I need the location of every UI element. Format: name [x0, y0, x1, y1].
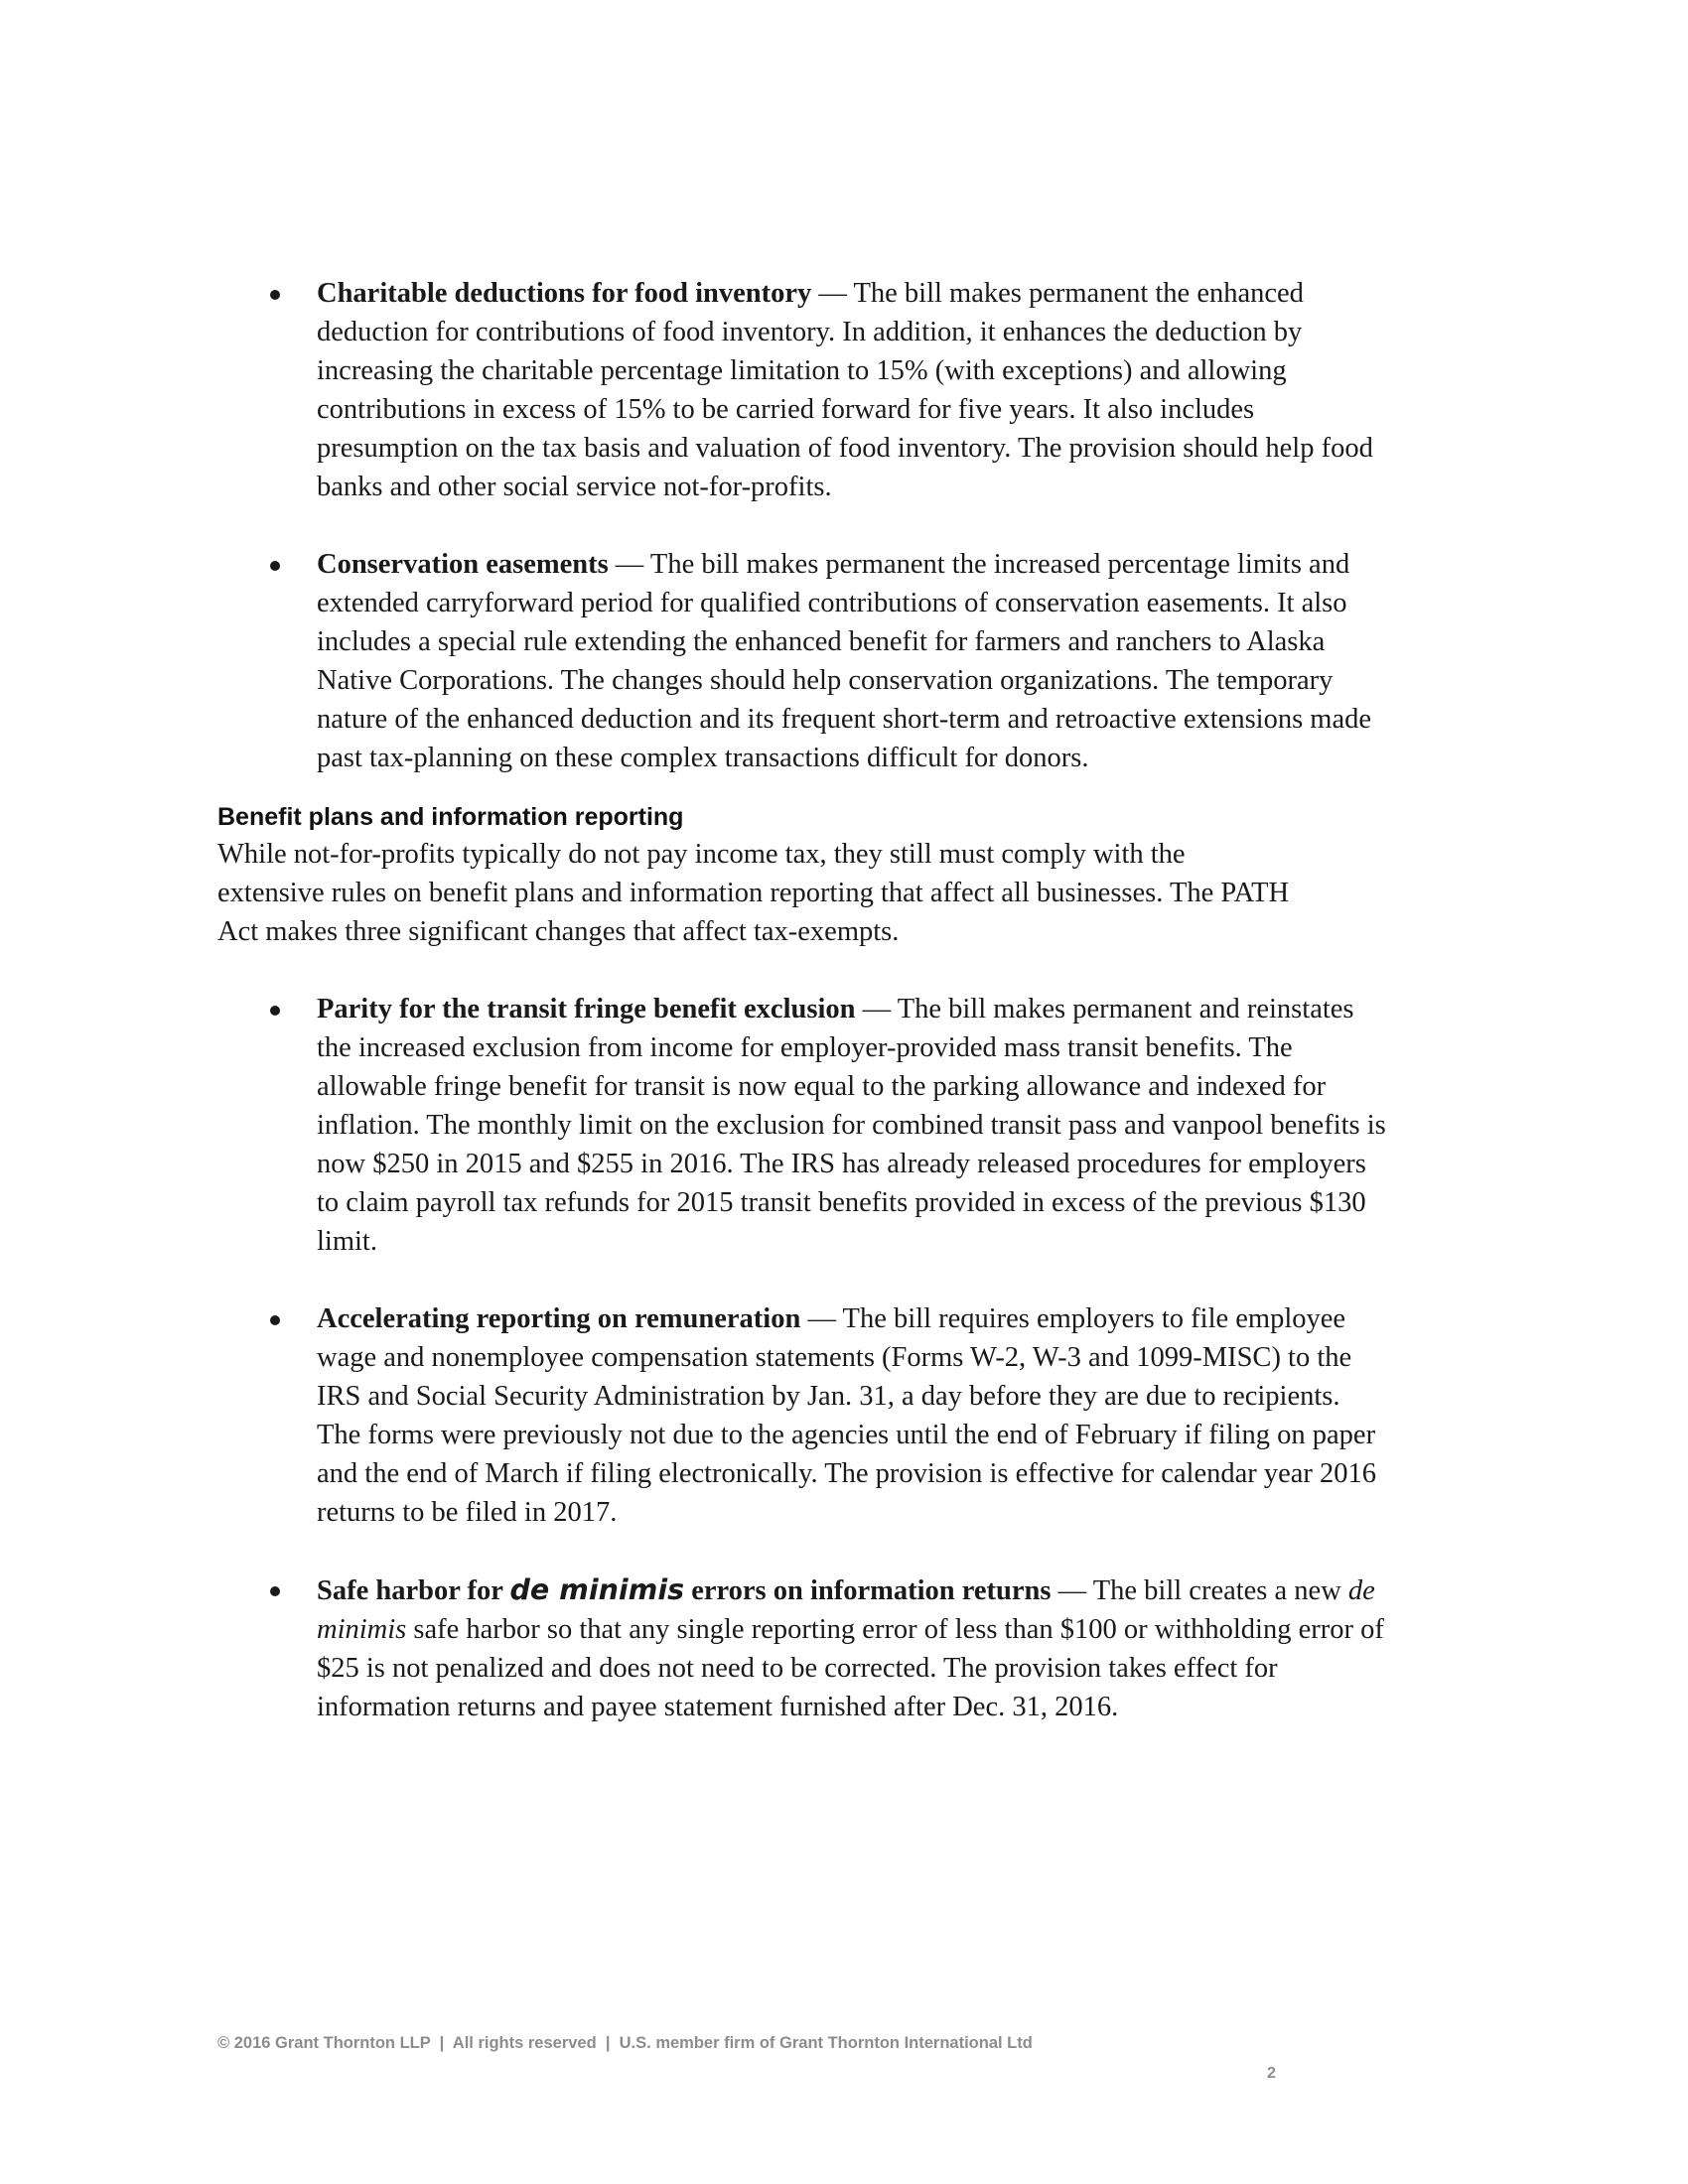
list-item [217, 274, 1389, 506]
list-item [217, 1299, 1389, 1532]
title-part: errors on information returns [684, 1575, 1052, 1606]
section-intro: While not-for-profits typically do not pay income tax, they still must comply with the extensive rules on benefit plans and information reporting that affect all businesses. The PATH Act makes three significant changes that affect tax-exempts. [217, 839, 1290, 947]
bullet-icon [270, 561, 280, 571]
item-title [317, 1575, 1052, 1606]
list-item [217, 990, 1389, 1261]
page-content [217, 274, 1386, 1765]
title-emphasis: de minimis [509, 1573, 685, 1606]
item-text: safe harbor so that any single reporting error of less than $100 or withholding error of $25 is not penalized and does not need to be corrected. The provision takes effect for information returns and payee statement furnished after Dec. 31, 2016. [317, 1614, 1384, 1722]
item-title: Accelerating reporting on remuneration [317, 1303, 801, 1334]
benefit-provisions-list [217, 990, 1386, 1726]
item-text: — The bill requires employers to file employee wage and nonemployee compensation statements (Forms W-2, W-3 and 1099-MISC) to the IRS and Social Security Administration by Jan. 31, a day before they are due to recipients. The forms were previously not due to the agencies until the end of February if filing on paper and the end of March if filing electronically. The provision is effective for calendar year 2016 returns to be filed in 2017. [317, 1303, 1377, 1528]
item-title: Conservation easements [317, 549, 609, 580]
item-text: — The bill makes permanent the enhanced deduction for contributions of food inventory. In addition, it enhances the deduction by increasing the charitable percentage limitation to 15% (with exceptions) and allowing contributions in excess of 15% to be carried forward for five years. It also includes presumption on the tax basis and valuation of food inventory. The provision should help food banks and other social service not-for-profits. [317, 278, 1373, 502]
item-title: Parity for the transit fringe benefit exclusion [317, 994, 856, 1024]
list-item [217, 545, 1389, 777]
bullet-icon [270, 1586, 280, 1596]
text-emphasis: de minimis [317, 1575, 1375, 1645]
list-item [217, 1570, 1389, 1726]
charitable-provisions-list [217, 274, 1373, 777]
bullet-icon [270, 290, 280, 300]
item-text: — The bill creates a new [1051, 1575, 1348, 1606]
item-title: Charitable deductions for food inventory [317, 278, 812, 309]
item-text: — The bill makes permanent and reinstates the increased exclusion from income for employer-provided mass transit benefits. The allowable fringe benefit for transit is now equal to the parking allowance and indexed for inflation. The monthly limit on the exclusion for combined transit pass and vanpool benefits is now $250 in 2015 and $255 in 2016. The IRS has already released procedures for employers to claim payroll tax refunds for 2015 transit benefits provided in excess of the previous $130 limit. [317, 994, 1386, 1257]
bullet-icon [270, 1315, 280, 1325]
item-text: — The bill makes permanent the increased percentage limits and extended carryforward period for qualified contributions of conservation easements. It also includes a special rule extending the enhanced benefit for farmers and ranchers to Alaska Native Corporations. The changes should help conservation organizations. The temporary nature of the enhanced deduction and its frequent short-term and retroactive extensions made past tax-planning on these complex transactions difficult for donors. [317, 549, 1372, 773]
bullet-icon [270, 1006, 280, 1016]
section-heading: Benefit plans and information reporting [217, 803, 684, 831]
page-footer: © 2016 Grant Thornton LLP | All rights reserved | U.S. member firm of Grant Thornton International Ltd [217, 2034, 1033, 2052]
page-number: 2 [1267, 2065, 1276, 2082]
title-part: Safe harbor for [317, 1575, 510, 1606]
